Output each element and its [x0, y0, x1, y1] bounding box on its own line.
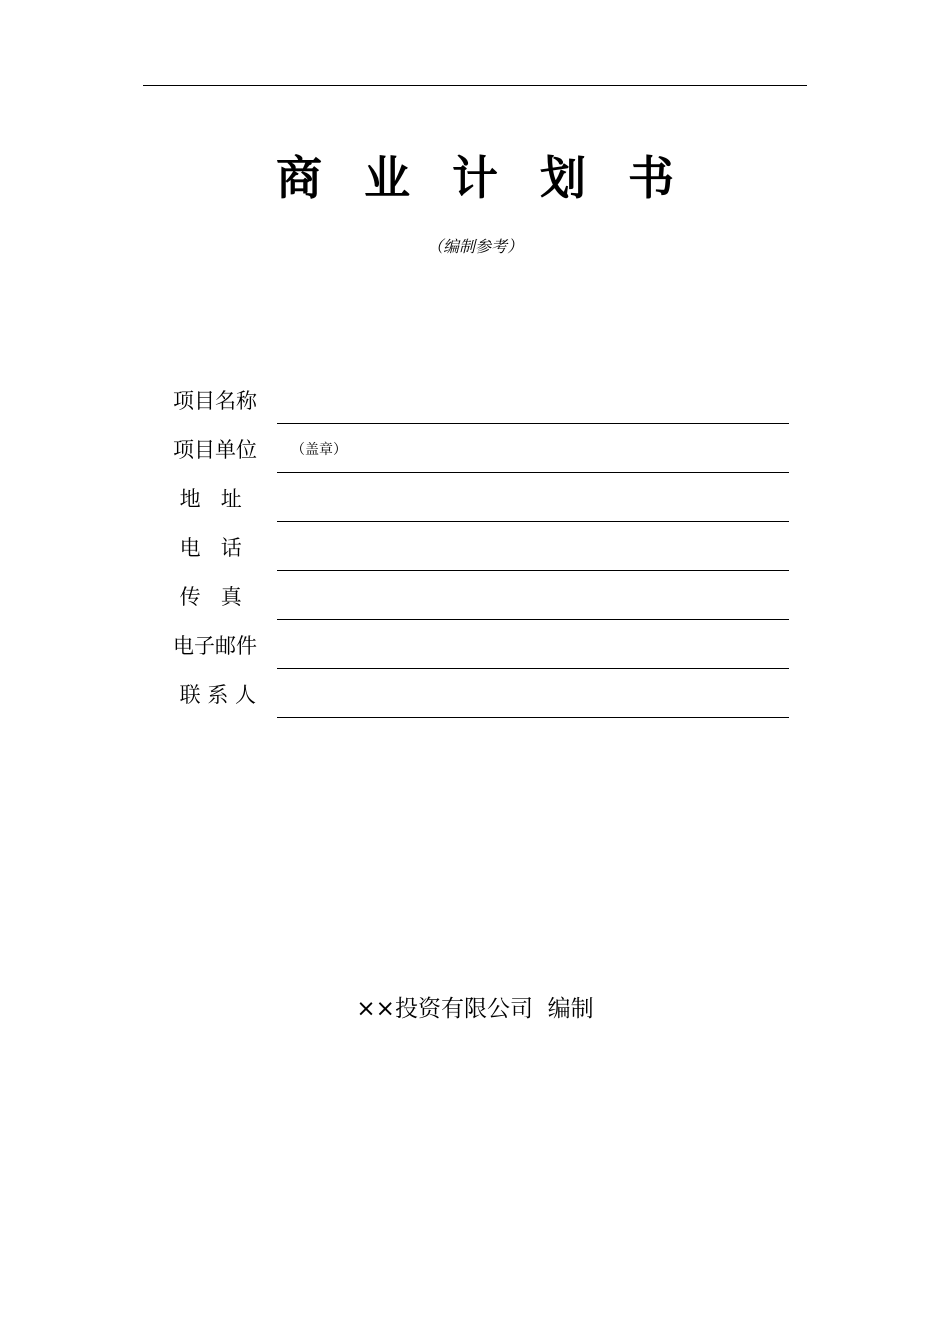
compiler-line: ××投资有限公司 编制 [356, 996, 594, 1022]
form-row-project-unit [173, 427, 789, 476]
project-unit-fill-line[interactable] [277, 472, 789, 473]
header-rule [143, 85, 807, 86]
email-fill-line[interactable] [277, 668, 789, 669]
document-title: 商业计划书 [276, 151, 716, 205]
form-row-project-name [173, 378, 789, 427]
contact-label: 联 系 人 [173, 683, 257, 707]
fax-fill-line[interactable] [277, 619, 789, 620]
project-name-label: 项目名称 [173, 389, 257, 413]
form-row-phone [173, 525, 789, 574]
form-row-address [173, 476, 789, 525]
fax-label: 传 真 [173, 585, 242, 609]
email-label: 电子邮件 [173, 634, 257, 658]
form-row-email [173, 623, 789, 672]
document-subtitle: （编制参考） [426, 237, 523, 256]
phone-label: 电 话 [173, 536, 242, 560]
seal-note: （盖章） [291, 442, 347, 458]
address-fill-line[interactable] [277, 521, 789, 522]
project-unit-label: 项目单位 [173, 438, 257, 462]
address-label: 地 址 [173, 487, 242, 511]
cover-info-form [173, 378, 789, 721]
form-row-fax [173, 574, 789, 623]
project-name-fill-line[interactable] [277, 423, 789, 424]
contact-fill-line[interactable] [277, 717, 789, 718]
phone-fill-line[interactable] [277, 570, 789, 571]
form-row-contact [173, 672, 789, 721]
